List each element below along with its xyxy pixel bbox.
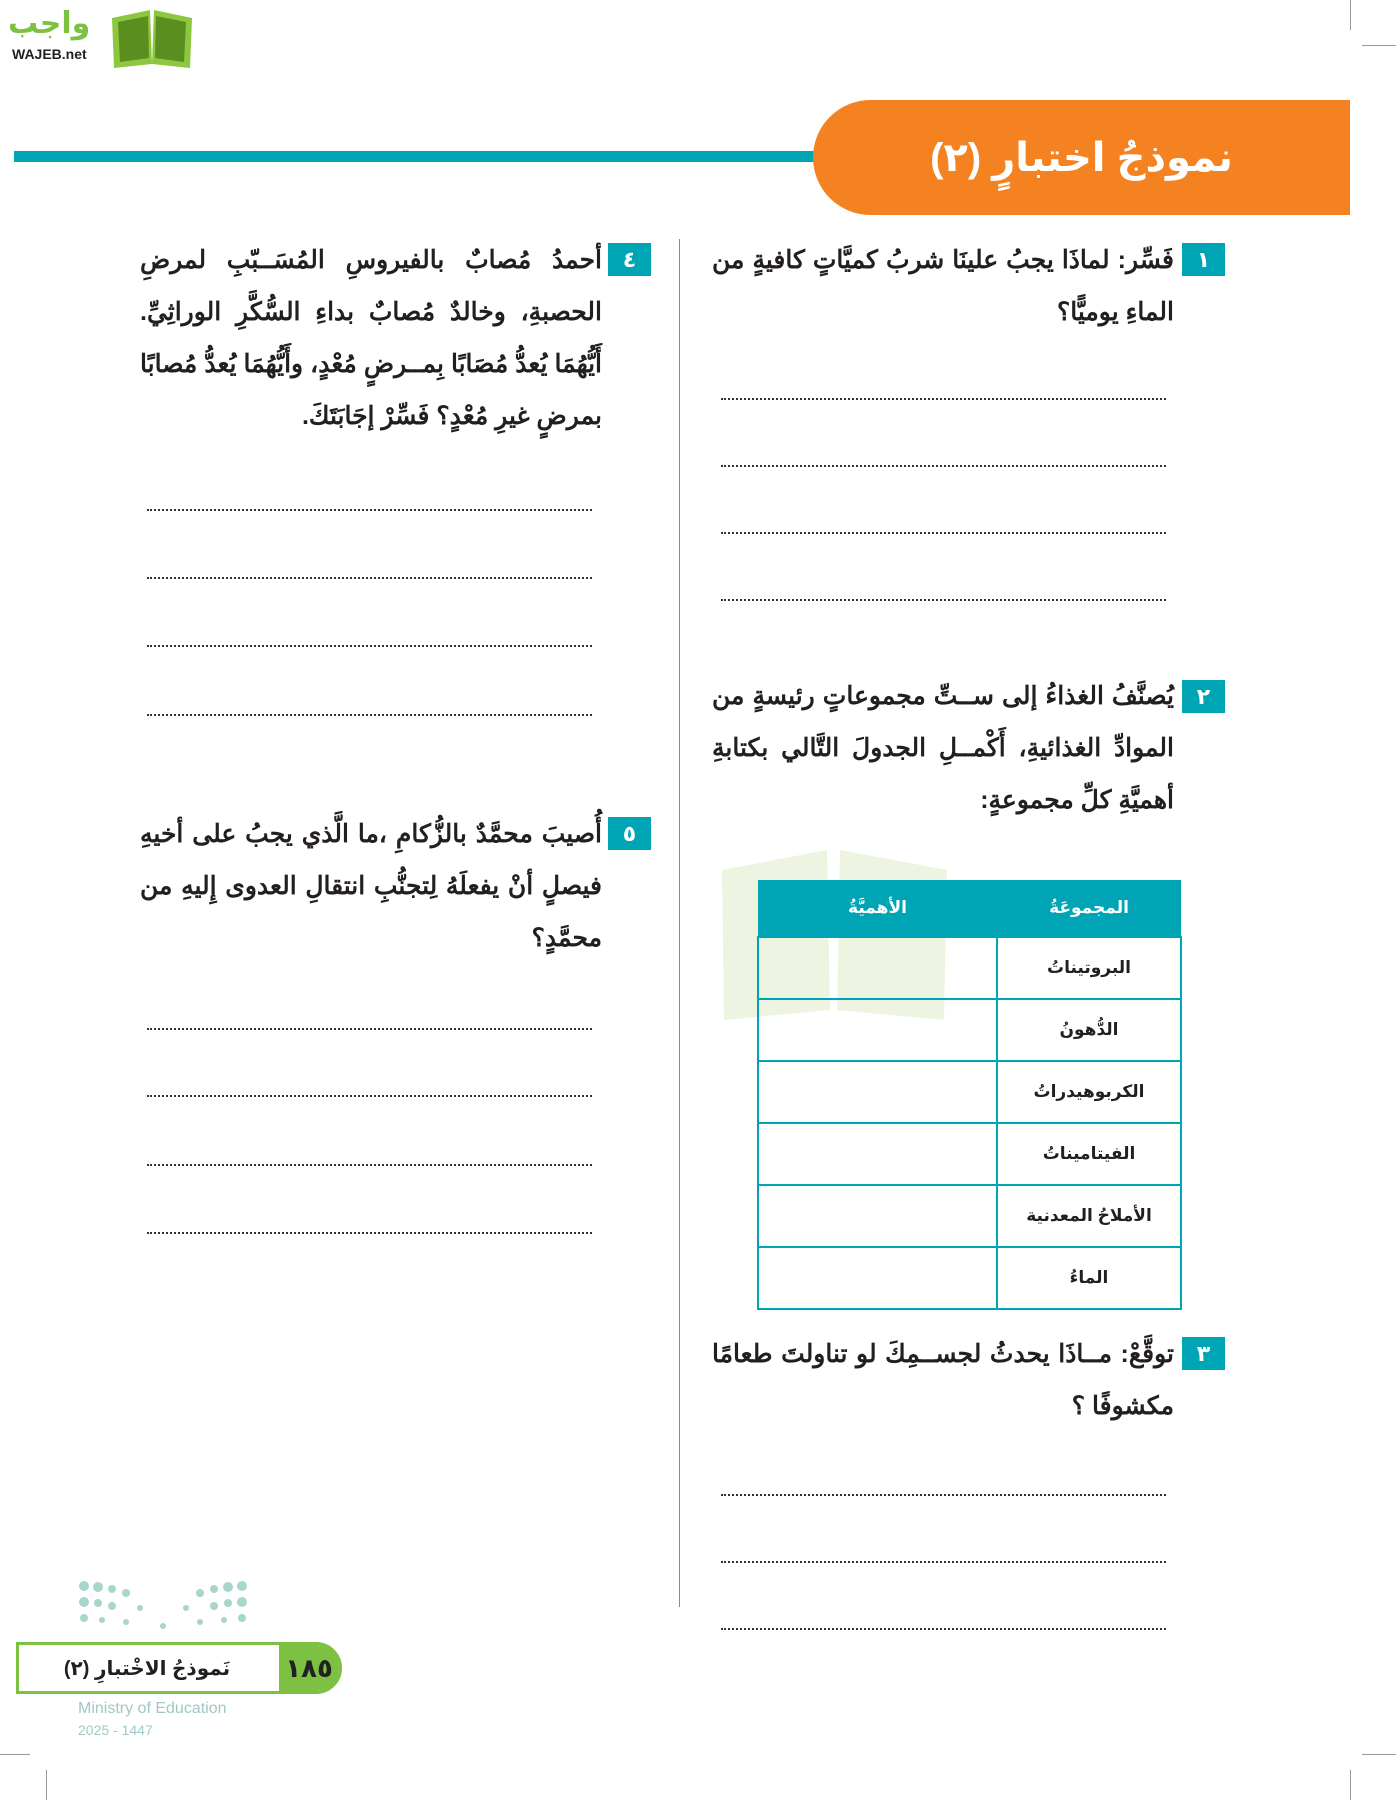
answer-line[interactable]: [721, 597, 1166, 601]
group-cell: الأملاحُ المعدنية: [997, 1185, 1181, 1247]
answer-line[interactable]: [147, 712, 592, 716]
answer-line[interactable]: [721, 463, 1166, 467]
group-cell: البروتيناتُ: [997, 937, 1181, 999]
answer-line[interactable]: [147, 1026, 592, 1030]
food-groups-table: [757, 880, 1182, 1310]
question-number-badge: ٢: [1182, 680, 1225, 713]
table-row: [758, 1247, 1181, 1309]
answer-line[interactable]: [721, 1559, 1166, 1563]
footer-title: نَموذجُ الاخْتبارِ (٢): [19, 1645, 279, 1691]
answer-line[interactable]: [721, 1492, 1166, 1496]
wajeb-logo: [8, 6, 198, 68]
importance-cell[interactable]: [758, 1123, 997, 1185]
crop-mark: [1362, 45, 1396, 46]
title-banner: [813, 100, 1350, 215]
page-number: ١٨٥: [279, 1645, 339, 1691]
answer-line[interactable]: [721, 1626, 1166, 1630]
logo-arabic: واجب: [8, 7, 91, 40]
table-row: [758, 999, 1181, 1061]
book-icon: [108, 6, 196, 68]
ministry-logo-dots: [78, 1580, 248, 1630]
answer-line[interactable]: [147, 643, 592, 647]
answer-line[interactable]: [147, 507, 592, 511]
question-5-text: أُصيبَ محمَّدٌ بالزُّكامِ ،ما الَّذي يجبُ على أخيهِ فيصلٍ أنْ يفعلَهُ لِتجنُّبِ انتقالِ العدوى إِليهِ من محمَّدٍ؟: [140, 820, 602, 952]
answer-line[interactable]: [147, 1162, 592, 1166]
group-cell: الكربوهيدراتُ: [997, 1061, 1181, 1123]
table-row: [758, 1185, 1181, 1247]
question-4-text: أحمدُ مُصابٌ بالفيروسِ المُسَــبّبِ لمرضِ الحصبةِ، وخالدٌ مُصابٌ بداءِ السُّكَّرِ الوراثِيِّ. أَيُّهُمَا يُعدُّ مُصَابًا بِمــرضٍ مُعْدٍ، وأَيُّهُمَا يُعدُّ مُصابًا بمرضٍ غيرِ مُعْدٍ؟ فَسِّرْ إجَابَتَكَ.: [140, 246, 602, 430]
importance-cell[interactable]: [758, 999, 997, 1061]
crop-mark: [1350, 0, 1351, 30]
crop-mark: [1350, 1770, 1351, 1800]
header-rule: [14, 151, 834, 162]
crop-mark: [46, 1770, 47, 1800]
answer-line[interactable]: [721, 530, 1166, 534]
question-2-text: يُصنَّفُ الغذاءُ إلى ســتِّ مجموعاتٍ رئيسةٍ من الموادِّ الغذائيةِ، أَكْمــلِ الجدولَ التَّالي بكتابةِ أهميَّةِ كلِّ مجموعةٍ:: [712, 682, 1174, 814]
page-title: نموذجُ اختبارٍ (٢): [930, 135, 1233, 180]
crop-mark: [0, 1754, 30, 1755]
group-cell: الدُّهونُ: [997, 999, 1181, 1061]
answer-line[interactable]: [147, 1230, 592, 1234]
table-header-importance: الأهميَّةُ: [758, 880, 997, 937]
table-row: [758, 1123, 1181, 1185]
page-footer: [16, 1642, 342, 1694]
importance-cell[interactable]: [758, 1061, 997, 1123]
answer-line[interactable]: [147, 575, 592, 579]
logo-latin: WAJEB.net: [12, 46, 87, 62]
question-number-badge: ١: [1182, 243, 1225, 276]
importance-cell[interactable]: [758, 937, 997, 999]
table-row: [758, 937, 1181, 999]
question-1-text: فَسِّر: لماذَا يجبُ علينَا شربُ كميَّاتٍ كافيةٍ من الماءِ يوميًّا؟: [712, 246, 1174, 326]
question-number-badge: ٤: [608, 243, 651, 276]
column-divider: [679, 239, 680, 1607]
question-number-badge: ٥: [608, 817, 651, 850]
group-cell: الفيتاميناتُ: [997, 1123, 1181, 1185]
ministry-name: Ministry of Education: [78, 1700, 227, 1717]
answer-line[interactable]: [721, 396, 1166, 400]
importance-cell[interactable]: [758, 1185, 997, 1247]
table-header-group: المجموعَةُ: [997, 880, 1181, 937]
crop-mark: [1362, 1754, 1396, 1755]
edition-year: 2025 - 1447: [78, 1722, 153, 1738]
importance-cell[interactable]: [758, 1247, 997, 1309]
question-number-badge: ٣: [1182, 1337, 1225, 1370]
group-cell: الماءُ: [997, 1247, 1181, 1309]
question-3-text: توقَّعْ: مــاذَا يحدثُ لجســمِكَ لو تناولتَ طعامًا مكشوفًا ؟: [712, 1340, 1174, 1420]
answer-line[interactable]: [147, 1093, 592, 1097]
table-row: [758, 1061, 1181, 1123]
